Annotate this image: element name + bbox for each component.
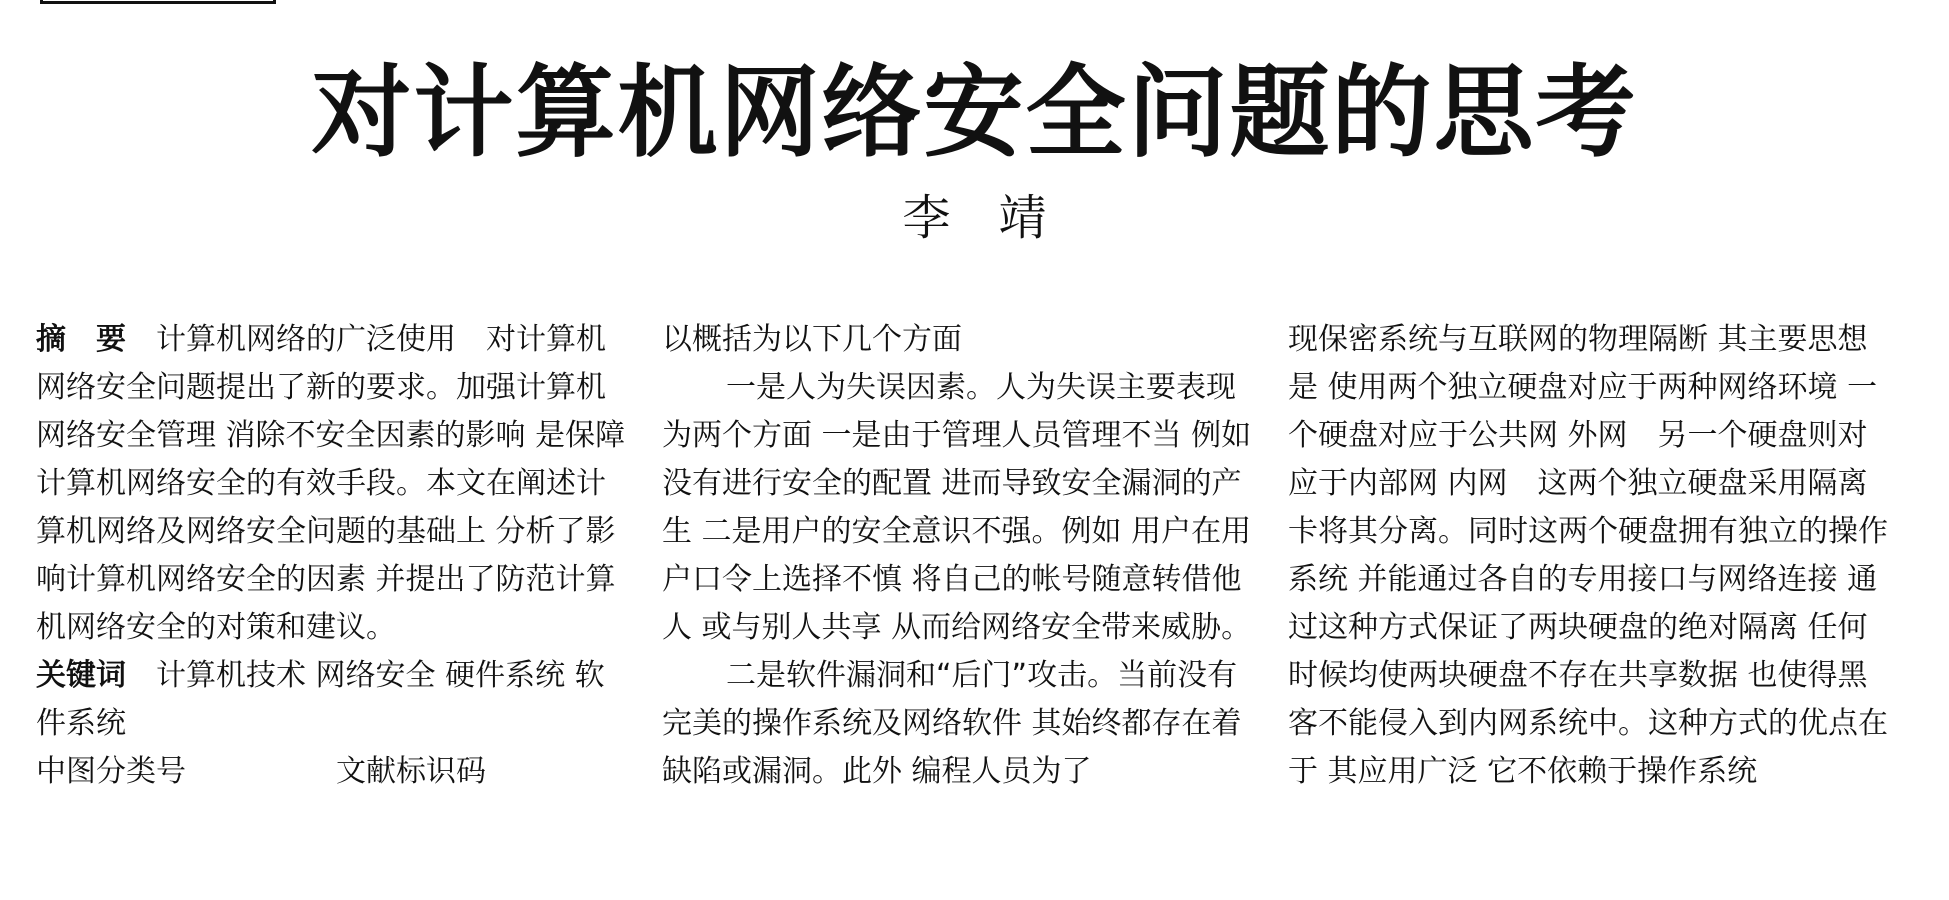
column-3: [1288, 316, 1888, 796]
column-3-paragraph-1: 现保密系统与互联网的物理隔断 其主要思想是 使用两个独立硬盘对应于两种网络环境 一个硬盘对应于公共网 外网 另一个硬盘则对应于内部网 内网 这两个独立硬盘采用隔离卡将其分离。同时这两个硬盘拥有独立的操作系统 并能通过各自的专用接口与网络连接 通过这种方式保证了两块硬盘的绝对隔离 任何时候均使两块硬盘不存在共享数据 也使得黑客不能侵入到内网系统中。这种方式的优点在于 其应用广泛 它不依赖于操作系统: [1288, 322, 1888, 789]
keywords-text: 计算机技术 网络安全 硬件系统 软件系统: [36, 658, 605, 741]
keywords-label: 关键词: [36, 658, 126, 693]
column-2-paragraph-1: 以概括为以下几个方面: [662, 322, 962, 357]
column-2: [662, 316, 1258, 796]
section-tag-box: [40, 0, 276, 4]
article-title: 对计算机网络安全问题的思考: [311, 54, 1638, 171]
abstract-label: 摘 要: [36, 322, 126, 357]
keywords-paragraph: [36, 652, 632, 748]
column-2-paragraph-2: 一是人为失误因素。人为失误主要表现为两个方面 一是由于管理人员管理不当 例如 没有进行安全的配置 进而导致安全漏洞的产生 二是用户的安全意识不强。例如 用户在用户口令上选择不慎 将自己的帐号随意转借他人 或与别人共享 从而给网络安全带来威胁。: [662, 370, 1252, 645]
column-1: [36, 316, 632, 796]
classification-row: [36, 748, 632, 796]
doc-code-label: 文献标识码: [336, 754, 486, 789]
abstract-text: 计算机网络的广泛使用 对计算机网络安全问题提出了新的要求。加强计算机网络安全管理 消除不安全因素的影响 是保障计算机网络安全的有效手段。本文在阐述计算机网络及网络安全问题的基础上 分析了影响计算机网络安全的因素 并提出了防范计算机网络安全的对策和建议。: [36, 322, 626, 645]
article-author: 李 靖: [902, 190, 1047, 246]
abstract-paragraph: [36, 316, 632, 652]
column-2-paragraph-3: 二是软件漏洞和“后门”攻击。当前没有完美的操作系统及网络软件 其始终都存在着缺陷或漏洞。此外 编程人员为了: [662, 658, 1242, 789]
clc-label: 中图分类号: [36, 754, 186, 789]
